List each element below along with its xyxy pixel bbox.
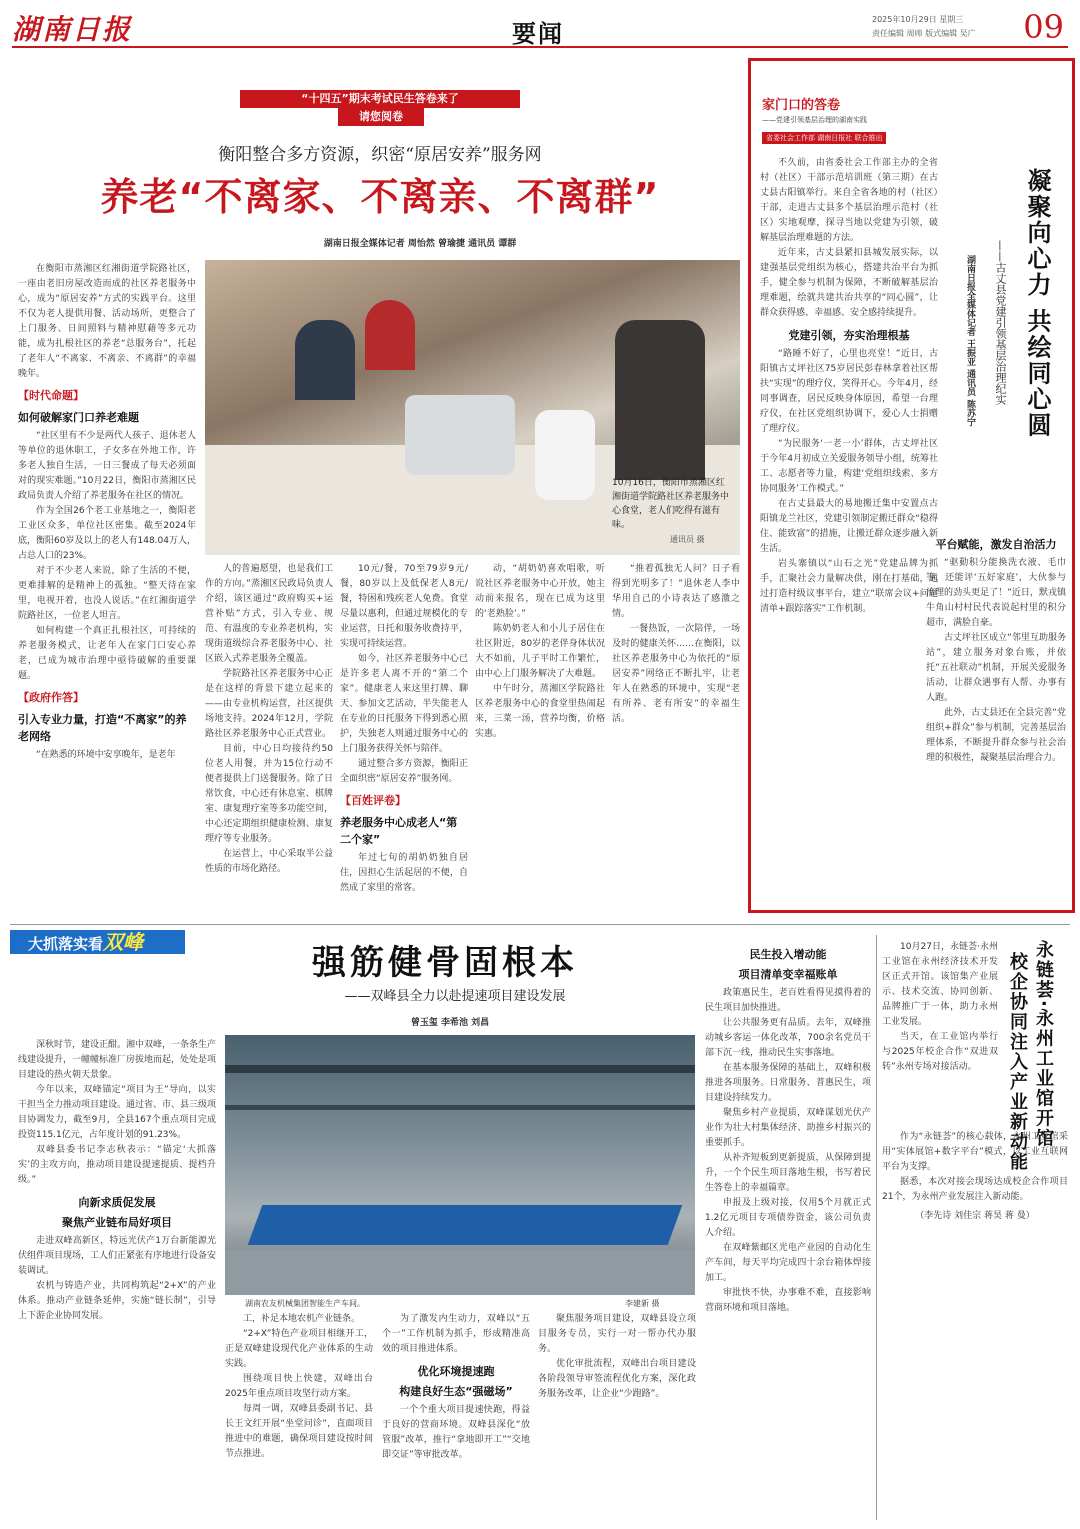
paragraph: 一个个重大项目提速快跑，得益于良好的营商环境。双峰县深化“放管服”改革，推行“拿地即开工”“交地即交证”等审批改革。 bbox=[382, 1405, 530, 1460]
story-byline: 湖南日报全媒体记者 周怡然 曾瑜捷 通讯员 谭群 bbox=[323, 239, 517, 249]
paragraph: 让公共服务更有品质。去年，双峰推动城乡客运一体化改革，700余名党员干部下沉一线，推动民生实事落地。 bbox=[705, 1018, 871, 1058]
paragraph: 从补齐短板到更新提质，从保障到提升，一个个民生项目落地生根，书写着民生答卷上的幸福篇章。 bbox=[705, 1153, 871, 1193]
story-kicker: “十四五”期末考试民生答卷来了 bbox=[240, 90, 520, 108]
paragraph: 政策惠民生，老百姓看得见摸得着的民生项目加快推进。 bbox=[705, 988, 871, 1013]
paragraph: “为民服务‘一老一小’群体，古丈坪社区于今年4月初成立关爱服务领导小组，统筹社工、志愿者等力量，构建‘党组织线索、多方协同服务’工作模式。” bbox=[760, 439, 938, 494]
subhead: 向新求质促发展 bbox=[78, 1196, 156, 1209]
story-headline: 养老“不离家、不离亲、不离群” bbox=[100, 175, 660, 219]
paragraph: 每周一调，双峰县委副书记、县长王文红开展“坐堂问诊”，直面项目推进中的难题，确保项目建设按时间节点推进。 bbox=[225, 1404, 373, 1459]
sidebar-credit: （李先诗 刘佳宗 蒋昊 蒋 曼） bbox=[915, 1211, 1035, 1221]
section-title: 要闻 bbox=[512, 19, 564, 48]
feature-column-1 bbox=[760, 156, 938, 876]
bottom-column-1 bbox=[18, 1038, 216, 1518]
section-divider bbox=[10, 924, 1070, 925]
paragraph: 农机与铸造产业，共同构筑起“2+X”的产业体系。推动产业链条延伸，实施“链长制”，引导上下游企业协同发展。 bbox=[18, 1281, 216, 1321]
paragraph: 近年来，古丈县紧扣县城发展实际，以建强基层党组织为核心，搭建共治平台为抓手，健全参与机制为保障，不断破解基层治理难题，绘就共建共治共享的“同心圆”，让群众获得感、幸福感、安全感持续提升。 bbox=[760, 248, 938, 318]
paragraph: 深秋时节，建设正酣。湘中双峰，一条条生产线建设提升，一幢幢标准厂房拔地而起，处处是项目建设的热火朝天景象。 bbox=[18, 1040, 216, 1080]
paragraph: 人的普遍愿望，也是我们工作的方向。”蒸湘区民政局负责人介绍，该区通过“政府购买+运营补贴”方式，引入专业、规范、有温度的专业养老机构，实现街道级综合养老服务中心、社区嵌入式养老服务全覆盖。 bbox=[205, 564, 333, 664]
paragraph: 目前，中心日均接待约50位老人用餐，并为15位行动不便者提供上门送餐服务。除了日常饮食，中心还有休息室、棋牌室、康复理疗室等多功能空间，中心还定期组织健康检测、康复理疗等专业服务。 bbox=[205, 744, 333, 844]
paragraph: 如何构建一个真正扎根社区，可持续的养老服务模式，让老年人在家门口安心养老，已成为城市治理中亟待破解的重要课题。 bbox=[18, 626, 196, 681]
paragraph: 在古丈县最大的易地搬迁集中安置点古阳镇龙兰社区，党建引领制定搬迁群众“稳得住、能致富”的措施，让搬迁群众逐步融入新生活。 bbox=[760, 499, 938, 554]
column-title: 家门口的答卷 bbox=[762, 98, 841, 113]
photo-credit: 通讯员 摄 bbox=[670, 535, 705, 544]
photo-kettle bbox=[535, 410, 595, 500]
photo-floor bbox=[225, 1250, 695, 1295]
paragraph: 陈奶奶老人和小儿子居住在社区附近，80岁的老伴身体状况大不如前，儿子平时工作繁忙，由中心上门服务解决了大难题。 bbox=[475, 624, 605, 679]
paragraph: 双峰县委书记李志秋表示：“锚定‘大抓落实’的主攻方向，推动项目建设提速提质、提档升级。” bbox=[18, 1145, 216, 1185]
paragraph: 作为全国26个老工业基地之一，衡阳老工业区众多，单位社区密集。截至2024年底，衡阳60岁及以上的老人有148.04万人，占总人口的23%。 bbox=[18, 506, 196, 561]
bottom-column-5 bbox=[705, 940, 871, 1518]
column-organizers: 省委社会工作部 湖南日报社 联合推出 bbox=[762, 132, 886, 144]
photo-beam bbox=[225, 1065, 695, 1073]
story-deck: 衡阳整合多方资源，织密“原居安养”服务网 bbox=[218, 145, 542, 165]
paragraph: 学院路社区养老服务中心正是在这样的背景下建立起来的——由专业机构运营，社区提供场地支持。2024年12月，学院路社区养老服务中心正式营业。 bbox=[205, 669, 333, 739]
section-tag: 【政府作答】 bbox=[18, 691, 84, 704]
photo-caption: 湖南农友机械集团智能生产车间。 bbox=[245, 1299, 365, 1308]
paragraph: 此外，古丈县还在全县完善“党组织+群众”参与机制，完善基层治理体系，不断提升群众参与社会治理的积极性，凝聚基层治理合力。 bbox=[926, 708, 1066, 763]
paragraph: “在熟悉的环境中安享晚年，是老年 bbox=[36, 750, 176, 760]
issue-date: 2025年10月29日 星期三 bbox=[872, 15, 964, 24]
story-column-5 bbox=[612, 562, 740, 924]
story-kicker-2: 请您阅卷 bbox=[338, 108, 424, 126]
paragraph: 优化审批流程，双峰出台项目建设各阶段领导审签流程优化方案，深化政务服务改革，让企业“少跑路”。 bbox=[538, 1359, 696, 1399]
paragraph: 一餐热饭，一次陪伴，一场及时的健康关怀……在衡阳，以社区养老服务中心为依托的“原居安养”网络正不断扎牢，让老年人在熟悉的环境中，实现“老有所养、老有所安”的幸福生活。 bbox=[612, 624, 740, 724]
story-column-2 bbox=[205, 562, 333, 924]
subhead: 构建良好生态“强磁场” bbox=[399, 1385, 513, 1398]
bottom-headline: 强筋健骨固根本 bbox=[312, 943, 578, 983]
paragraph: 10月27日，永链荟·永州工业馆在永州经济技术开发区正式开馆。该馆集产业展示、技术交流、协同创新、品牌推广于一体，助力永州工业发展。 bbox=[882, 942, 998, 1027]
paragraph: 如今，社区养老服务中心已是许多老人离不开的“第二个家”。健康老人来这里打牌、聊天、参加文艺活动，半失能老人在专业的日托服务下得到悉心照护，失独老人则通过服务中心的上门服务获得关怀与陪伴。 bbox=[340, 654, 468, 754]
section-banner bbox=[10, 930, 185, 954]
paragraph: 在基本服务保障的基础上，双峰积极推进各项服务。日常服务、普惠民生，项目建设持续发力。 bbox=[705, 1063, 871, 1103]
paragraph: “路睡不好了，心里也亮堂！”近日，古阳镇古丈坪社区75岁居民彭春林拿着社区帮扶“实现”的理疗仪，笑得开心。今年4月，经同事调查，居民反映身体原因，希望一台理疗仪，在社区党组织协调下，爱心人士捐赠了理疗仪。 bbox=[760, 349, 938, 434]
story-column-1 bbox=[18, 262, 196, 924]
paragraph: 在衡阳市蒸湘区红湘街道学院路社区，一座由老旧房屋改造而成的社区养老服务中心，成为“原居安养”方式的实践平台。这里不仅为老人提供用餐、活动场所，更整合了上门服务、日间照料与精神慰藉等多元功能，成为扎根社区的养老“总服务台”，托起了老年人“不离家、不离亲、不离群”的幸福晚年。 bbox=[18, 264, 196, 379]
paragraph: 聚焦服务项目建设，双峰县设立项目服务专员，实行一对一帮办代办服务。 bbox=[538, 1314, 696, 1354]
sidebar-column-top bbox=[882, 940, 998, 1120]
paragraph: 走进双峰高新区，特远光伏产1万台新能源光伏组件项目现场，工人们正紧张有序地进行设备安装调试。 bbox=[18, 1236, 216, 1276]
photo-credit: 李建新 摄 bbox=[625, 1299, 660, 1308]
subhead: 党建引领，夯实治理根基 bbox=[788, 329, 910, 342]
paragraph: 作为“永链荟”的核心载体，永州工业馆采用“实体展馆+数字平台”模式，以工业互联网平台为支撑。 bbox=[882, 1132, 1068, 1172]
paragraph: 年过七旬的胡奶奶独自居住，因担心生活起居的不便，自然成了家里的常客。 bbox=[340, 853, 468, 893]
newspaper-logo: 湖南日报 bbox=[12, 13, 133, 46]
column-logo bbox=[762, 94, 932, 144]
paragraph: 今年以来，双峰锚定“项目为王”导向，以实干担当全力推动项目建设。通过省、市、县三级项目协调发力，截至9月，全县167个重点项目完成投资115.1亿元，占年度计划的91.23%。 bbox=[18, 1085, 216, 1140]
factory-photo bbox=[225, 1035, 695, 1295]
paragraph: “社区里有不少是两代人孩子、退休老人等单位的退休职工，子女多在外地工作，许多老人独自生活，一日三餐成了每天必须面对的现实难题。”10月22日，衡阳市蒸湘区民政局负责人介绍了养老服务在社区的情况。 bbox=[18, 431, 196, 501]
bottom-byline: 曾玉玺 李希池 刘昌 bbox=[410, 1018, 490, 1028]
section-tag: 【时代命题】 bbox=[18, 389, 84, 402]
subhead: 平台赋能，激发自治活力 bbox=[935, 538, 1057, 551]
story-column-4 bbox=[475, 562, 605, 924]
feature-byline: 湖南日报全媒体记者 王振亚 通讯员 陈苏宁 bbox=[965, 255, 975, 427]
paragraph: 围绕项目快上快建，双峰出台2025年重点项目攻坚行动方案。 bbox=[225, 1374, 373, 1399]
bottom-subhead: ——双峰县全力以赴提速项目建设发展 bbox=[344, 989, 566, 1004]
subhead: 优化环境提速跑 bbox=[417, 1365, 495, 1378]
photo-beam bbox=[225, 1105, 695, 1110]
story-column-3 bbox=[340, 562, 468, 924]
paragraph: 审批快不快，办事难不难，直接影响营商环境和项目落地。 bbox=[705, 1288, 871, 1313]
subhead: 聚焦产业链布局好项目 bbox=[62, 1216, 172, 1229]
banner-emphasis: 双峰 bbox=[103, 930, 144, 954]
feature-subhead: ——古丈县党建引领基层治理纪实 bbox=[994, 240, 1007, 405]
photo-rice-cooker bbox=[405, 395, 515, 475]
feature-headline: 凝聚向心力 共绘同心圆 bbox=[1023, 168, 1052, 439]
paragraph: 申报及上级对接，仅用5个月就正式1.2亿元项目专项债券资金，该公司负责人介绍。 bbox=[705, 1198, 871, 1238]
paragraph: 为了激发内生动力，双峰以“五个一”工作机制为抓手，形成精准高效的项目推进体系。 bbox=[382, 1314, 530, 1354]
paragraph: 10元/餐，70至79岁9元/餐，80岁以上及低保老人8元/餐，特困和残疾老人免费。食堂尽量以惠利，但通过规模化的专业运营，日托和服务收费持平，实现可持续运营。 bbox=[340, 564, 468, 649]
bottom-column-2 bbox=[225, 1312, 373, 1518]
paragraph: 在运营上，中心采取半公益性质的市场化路径。 bbox=[205, 849, 333, 874]
sidebar-headline-2: 校企协同注入产业新动能 bbox=[1007, 952, 1028, 1172]
paragraph: “驱動积分能换洗衣液、毛巾等，还能评‘五好家庭’，大伙参与治理的劲头更足了！”近日，默戎镇牛角山村村民代表说起村里的积分超市，满脸自豪。 bbox=[926, 558, 1066, 628]
paragraph: 岩头寨镇以“山石之光”党建品牌为抓手，汇聚社会力量解决供，刚在打基础，通过打造村级议事平台，建立“联席会议+问题清单+跟踪落实”工作机制。 bbox=[760, 559, 938, 614]
paragraph: “2+X”特色产业项目相继开工，正是双峰建设现代化产业体系的生动实践。 bbox=[225, 1329, 373, 1369]
column-divider bbox=[876, 935, 877, 1520]
subhead: 引入专业力量，打造“不离家”的养老网络 bbox=[18, 713, 187, 743]
paragraph: 不久前，由省委社会工作部主办的全省村（社区）干部示范培训班（第三期）在古丈县古阳镇举行。来自全省各地的村（社区）干部，走进古丈县多个基层治理示范村（社区）实地观摩，探寻当地以党建为引领，破解基层治理难题的方法。 bbox=[760, 158, 938, 243]
paragraph: 聚焦乡村产业提质，双峰谋划光伏产业作为壮大村集体经济、助推乡村振兴的重要抓手。 bbox=[705, 1108, 871, 1148]
feature-column-2 bbox=[926, 530, 1066, 902]
paragraph: 据悉，本次对接会现场达成校企合作项目21个，为永州产业发展注入新动能。 bbox=[882, 1177, 1068, 1202]
subhead: 养老服务中心成老人“第二个家” bbox=[340, 816, 458, 846]
page-number: 09 bbox=[1023, 8, 1064, 46]
masthead bbox=[12, 8, 1068, 48]
bottom-column-4 bbox=[538, 1312, 696, 1518]
paragraph: 动，“胡奶奶喜欢唱歌，听说社区养老服务中心开放，她主动前来报名，现在已成为这里的‘老熟脸’。” bbox=[475, 564, 605, 619]
paragraph: 中午时分，蒸湘区学院路社区养老服务中心的食堂里热闹起来，三菜一汤，营养均衡，价格实惠。 bbox=[475, 684, 605, 739]
sidebar-headline: 永链荟·永州工业馆开馆 bbox=[1033, 940, 1054, 1149]
paragraph: 当天，在工业馆内举行与2025年校企合作“双进双转”永州专场对接活动。 bbox=[882, 1032, 998, 1072]
banner-text: 大抓落实看 bbox=[28, 935, 104, 953]
sidebar-column-bottom bbox=[882, 1130, 1068, 1518]
paragraph: 对于不少老人来说，除了生活的不便，更难排解的是精神上的孤独。“整天待在家里，电视开着，也没人说话。”在红湘街道学院路社区，一位老人坦言。 bbox=[18, 566, 196, 621]
column-subtitle: ——党建引领基层治理的湖南实践 bbox=[762, 116, 867, 124]
paragraph: “推着孤独无人问？日子看得到光明多了！”退休老人李中华用自己的小诗表达了感激之情。 bbox=[612, 564, 740, 619]
section-tag: 【百姓评卷】 bbox=[340, 794, 406, 807]
photo-caption: 10月16日，衡阳市蒸湘区红湘街道学院路社区养老服务中心食堂，老人们吃得有滋有味。 bbox=[612, 478, 730, 530]
subhead: 如何破解家门口养老难题 bbox=[18, 411, 139, 424]
paragraph: 工，补足本地农机产业链条。 bbox=[243, 1314, 361, 1324]
paragraph: 古丈坪社区成立“邻里互助服务站”，建立服务对象台账，并依托“五社联动”机制，开展关爱服务活动，让群众遇事有人帮、办事有人跑。 bbox=[926, 633, 1066, 703]
paragraph: 在双峰紫邮区光电产业园的自动化生产车间，每天平均完成四十余台箱体焊接加工。 bbox=[705, 1243, 871, 1283]
photo-server bbox=[615, 320, 705, 480]
editor-credits: 责任编辑 周帅 版式编辑 吴广 bbox=[872, 29, 976, 38]
subhead: 民生投入增动能 bbox=[749, 948, 827, 961]
photo-diner bbox=[295, 320, 355, 400]
photo-diner bbox=[365, 300, 415, 370]
subhead: 项目清单变幸福账单 bbox=[738, 968, 838, 981]
bottom-column-3 bbox=[382, 1312, 530, 1518]
photo-production-line bbox=[248, 1205, 683, 1245]
paragraph: 通过整合多方资源，衡阳正全面织密“原居安养”服务网。 bbox=[340, 759, 468, 784]
